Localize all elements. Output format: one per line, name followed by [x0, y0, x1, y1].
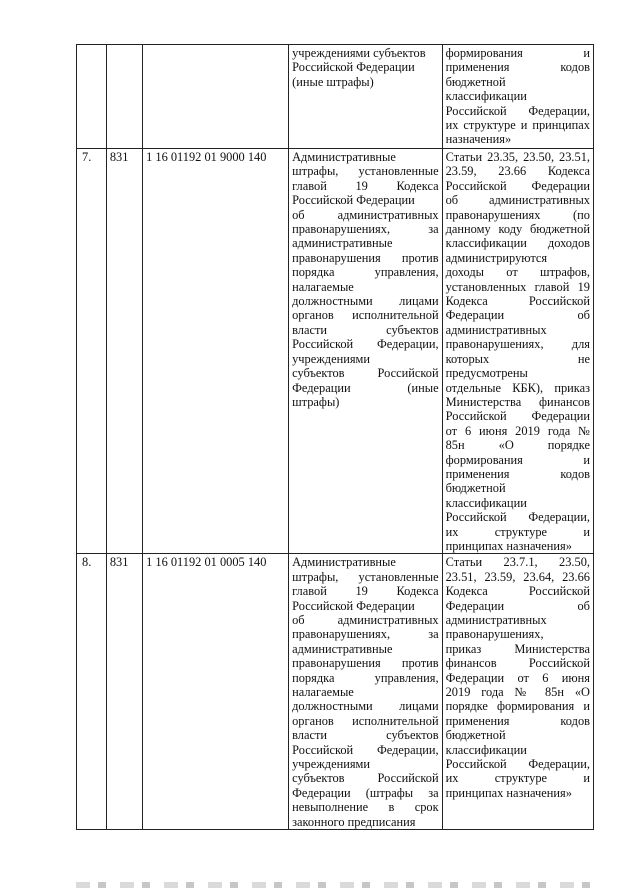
- legal-basis-line: об административных: [445, 193, 590, 208]
- legal-basis-line: приказ Министерства: [445, 641, 590, 656]
- legal-basis-line: административных: [445, 322, 547, 337]
- budget-classification-code: 1 16 01192 01 9000 140: [143, 149, 289, 554]
- row-number: [77, 45, 107, 149]
- revenue-name-line: налагаемые: [292, 279, 354, 294]
- revenue-name-line: административные: [292, 641, 393, 656]
- legal-basis-line: Российской Федерации: [445, 178, 590, 193]
- revenue-name-line: Административные: [292, 150, 396, 164]
- revenue-name-line: Административные: [292, 555, 396, 570]
- legal-basis: [442, 45, 593, 149]
- legal-basis-line: Статьи 23.7.1, 23.50,: [445, 555, 590, 570]
- legal-basis-line: классификации: [445, 742, 527, 757]
- legal-basis-line: которых не: [445, 351, 590, 366]
- revenue-name-line: органов исполнительной: [292, 308, 439, 323]
- legal-basis-line: порядке формирования и: [445, 699, 590, 714]
- legal-basis-line: принципах назначения»: [445, 538, 572, 553]
- legal-basis-line: данному коду бюджетной: [445, 222, 590, 237]
- revenue-name-line: правонарушениях, за: [292, 222, 439, 237]
- legal-basis-line: администрируются: [445, 250, 548, 265]
- legal-basis-line: правонарушениях, для: [445, 337, 590, 352]
- revenue-name-line: правонарушения против: [292, 250, 439, 265]
- revenue-name-line: учреждениями: [292, 351, 371, 366]
- legal-basis-line: формирования и: [445, 46, 590, 60]
- legal-basis-line: Российской Федерации,: [445, 757, 590, 772]
- revenue-name-line: учреждениями: [292, 757, 371, 772]
- budget-classification-code: [143, 45, 289, 149]
- legal-basis-line: Российской Федерации,: [445, 103, 590, 118]
- legal-basis: [442, 149, 593, 554]
- revenue-name-line: правонарушения против: [292, 656, 439, 671]
- admin-code: [106, 45, 142, 149]
- legal-basis-line: применения кодов: [445, 713, 590, 728]
- admin-code: 831: [106, 554, 142, 830]
- revenue-name-line: правонарушениях, за: [292, 627, 439, 642]
- table-row: [77, 554, 594, 830]
- revenue-name-line: власти субъектов: [292, 728, 439, 743]
- legal-basis-line: Кодекса Российской: [445, 584, 590, 599]
- legal-basis: [442, 554, 593, 830]
- legal-basis-line: бюджетной: [445, 728, 506, 743]
- revenue-name-line: порядка управления,: [292, 265, 439, 280]
- revenue-name-line: законного предписания: [292, 814, 416, 829]
- legal-basis-line: 23.51, 23.59, 23.64, 23.66: [445, 569, 590, 584]
- table-row: [77, 45, 594, 149]
- legal-basis-line: от 6 июня 2019 года №: [445, 423, 590, 438]
- legal-basis-line: доходы от штрафов,: [445, 265, 590, 280]
- revenue-name-line: учреждениями субъектов: [292, 46, 426, 60]
- legal-basis-line: правонарушениях (по: [445, 207, 590, 222]
- revenue-name: [289, 554, 443, 830]
- scan-artifact: [76, 882, 596, 888]
- revenue-name-line: штрафы): [292, 394, 340, 409]
- legal-basis-line: классификации: [445, 495, 527, 510]
- revenue-name-line: налагаемые: [292, 685, 354, 700]
- revenue-name: [289, 45, 443, 149]
- revenue-name-line: Федерации (иные: [292, 380, 439, 395]
- revenue-name-line: должностными лицами: [292, 294, 439, 309]
- legal-basis-line: назначения»: [445, 132, 512, 147]
- revenue-name-line: административные: [292, 236, 393, 251]
- legal-basis-line: 23.59, 23.66 Кодекса: [445, 164, 590, 179]
- table-row: [77, 149, 594, 554]
- legal-basis-line: Российской Федерации: [445, 409, 590, 424]
- revenue-name-line: субъектов Российской: [292, 771, 439, 786]
- legal-basis-line: бюджетной: [445, 481, 506, 496]
- revenue-name-line: Российской Федерации,: [292, 742, 439, 757]
- legal-basis-line: административных: [445, 613, 547, 627]
- budget-codes-table: [76, 44, 594, 830]
- legal-basis-line: их структуре и принципах: [445, 118, 590, 133]
- legal-basis-line: Российской Федерации,: [445, 510, 590, 525]
- revenue-name-line: власти субъектов: [292, 322, 439, 337]
- legal-basis-line: их структуре и: [445, 771, 590, 786]
- legal-basis-line: правонарушениях,: [445, 627, 544, 642]
- revenue-name-line: об административных: [292, 613, 439, 627]
- revenue-name: [289, 149, 443, 554]
- legal-basis-line: установленных главой 19: [445, 279, 590, 294]
- legal-basis-line: Статьи 23.35, 23.50, 23.51,: [445, 150, 590, 164]
- legal-basis-line: Федерации об: [445, 598, 590, 613]
- revenue-name-line: невыполнение в срок: [292, 800, 439, 815]
- revenue-name-line: главой 19 Кодекса: [292, 584, 439, 599]
- legal-basis-line: применения кодов: [445, 466, 590, 481]
- row-number: 8.: [77, 554, 107, 830]
- legal-basis-line: Министерства финансов: [445, 394, 590, 409]
- revenue-name-line: штрафы, установленные: [292, 569, 439, 584]
- legal-basis-line: 85н «О порядке: [445, 438, 590, 453]
- legal-basis-line: формирования и: [445, 452, 590, 467]
- legal-basis-line: финансов Российской: [445, 656, 590, 671]
- revenue-name-line: Российской Федерации: [292, 193, 415, 208]
- legal-basis-line: предусмотрены: [445, 366, 528, 381]
- legal-basis-line: 2019 года № 85н «О: [445, 685, 590, 700]
- legal-basis-line: классификации доходов: [445, 236, 590, 251]
- legal-basis-line: их структуре и: [445, 524, 590, 539]
- legal-basis-line: принципах назначения»: [445, 785, 572, 800]
- legal-basis-line: классификации: [445, 89, 527, 104]
- revenue-name-line: органов исполнительной: [292, 713, 439, 728]
- revenue-name-line: главой 19 Кодекса: [292, 178, 439, 193]
- legal-basis-line: Федерации от 6 июня: [445, 670, 590, 685]
- revenue-name-line: Российской Федерации: [292, 598, 415, 613]
- legal-basis-line: Федерации об: [445, 308, 590, 323]
- revenue-name-line: штрафы, установленные: [292, 164, 439, 179]
- revenue-name-line: субъектов Российской: [292, 366, 439, 381]
- revenue-name-line: Российской Федерации,: [292, 337, 439, 352]
- row-number: 7.: [77, 149, 107, 554]
- legal-basis-line: Кодекса Российской: [445, 294, 590, 309]
- budget-classification-code: 1 16 01192 01 0005 140: [143, 554, 289, 830]
- revenue-name-line: Российской Федерации: [292, 60, 415, 75]
- revenue-name-line: порядка управления,: [292, 670, 439, 685]
- legal-basis-line: отдельные КБК), приказ: [445, 380, 590, 395]
- revenue-name-line: об административных: [292, 207, 439, 222]
- revenue-name-line: (иные штрафы): [292, 74, 374, 89]
- admin-code: 831: [106, 149, 142, 554]
- legal-basis-line: применения кодов: [445, 60, 590, 75]
- revenue-name-line: должностными лицами: [292, 699, 439, 714]
- legal-basis-line: бюджетной: [445, 74, 506, 89]
- revenue-name-line: Федерации (штрафы за: [292, 785, 439, 800]
